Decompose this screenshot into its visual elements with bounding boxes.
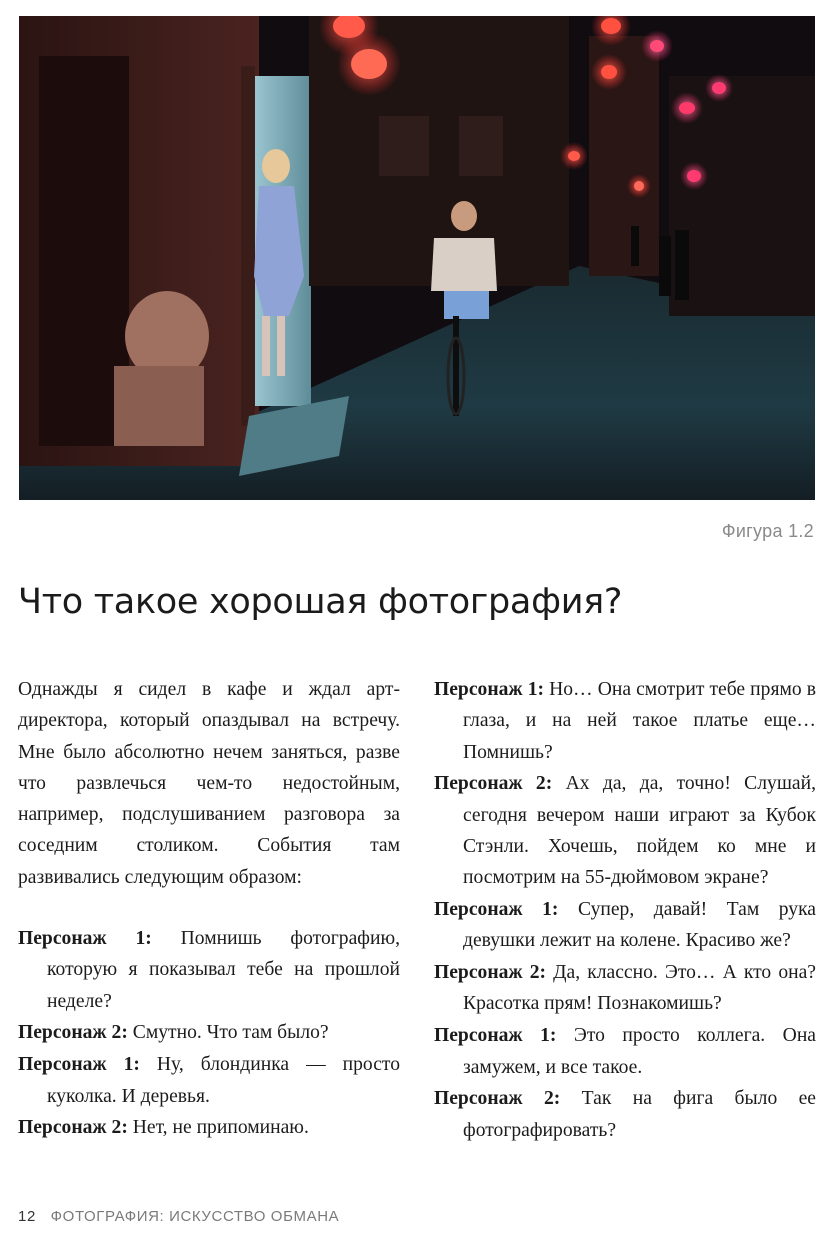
dialogue-line (434, 1083, 816, 1146)
night-street-photo (19, 16, 815, 500)
dialogue-line (434, 768, 816, 893)
speaker-label: Персонаж 1: (434, 899, 559, 921)
dialogue-text: Но… Она смотрит тебе прямо в глаза, и на ней такое платье еще… Помнишь? (463, 679, 816, 763)
page-footer (18, 1208, 339, 1225)
dialogue-line (434, 957, 816, 1020)
speaker-label: Персонаж 2: (18, 1117, 128, 1139)
dialogue-line (434, 674, 816, 768)
page-number: 12 (18, 1208, 36, 1225)
running-title: ФОТОГРАФИЯ: ИСКУССТВО ОБМАНА (50, 1208, 340, 1225)
dialogue-line (18, 1112, 400, 1143)
dialogue-text: Так на фига было ее фотографировать? (463, 1088, 816, 1141)
dialogue-text: Нет, не припоминаю. (132, 1117, 309, 1139)
speaker-label: Персонаж 2: (434, 773, 553, 795)
dialogue-text: Смутно. Что там было? (132, 1022, 329, 1044)
dialogue-text: Ах да, да, точно! Слушай, сегодня вечером наши играют за Кубок Стэнли. Хочешь, пойдем ко мне и посмотрим на 55-дюймовом экране? (463, 773, 816, 889)
right-column (434, 674, 816, 1146)
section-title: Что такое хорошая фотография? (18, 582, 623, 622)
dialogue-text: Да, классно. Это… А кто она? Красотка прям! Познакомишь? (463, 962, 816, 1015)
figure-caption: Фигура 1.2 (721, 521, 814, 541)
dialogue-text: Это просто коллега. Она замужем, и все такое. (463, 1025, 816, 1078)
dialogue-line (434, 894, 816, 957)
dialogue-left (18, 923, 400, 1144)
dialogue-line (18, 1049, 400, 1112)
dialogue-right (434, 674, 816, 1146)
dialogue-text: Ну, блондинка — просто куколка. И деревья. (47, 1054, 400, 1107)
speaker-label: Персонаж 2: (18, 1022, 128, 1044)
dialogue-line (18, 1017, 400, 1048)
speaker-label: Персонаж 1: (18, 928, 152, 950)
speaker-label: Персонаж 1: (434, 679, 545, 700)
speaker-label: Персонаж 2: (434, 962, 547, 984)
left-column (18, 674, 400, 1144)
dialogue-line (434, 1020, 816, 1083)
dialogue-line (18, 923, 400, 1017)
dialogue-text: Помнишь фотографию, которую я показывал тебе на прошлой неделе? (47, 928, 401, 1012)
speaker-label: Персонаж 2: (434, 1088, 561, 1110)
dialogue-text: Супер, давай! Там рука девушки лежит на колене. Красиво же? (463, 899, 817, 952)
speaker-label: Персонаж 1: (434, 1025, 557, 1047)
intro-paragraph: Однажды я сидел в кафе и ждал арт-директора, который опаздывал на встречу. Мне было абсолютно нечем заняться, разве что развлечься чем-то недостойным, например, подслушиванием разговора за соседним столиком. События там развивались следующим образом: (18, 679, 400, 888)
speaker-label: Персонаж 1: (18, 1054, 140, 1076)
